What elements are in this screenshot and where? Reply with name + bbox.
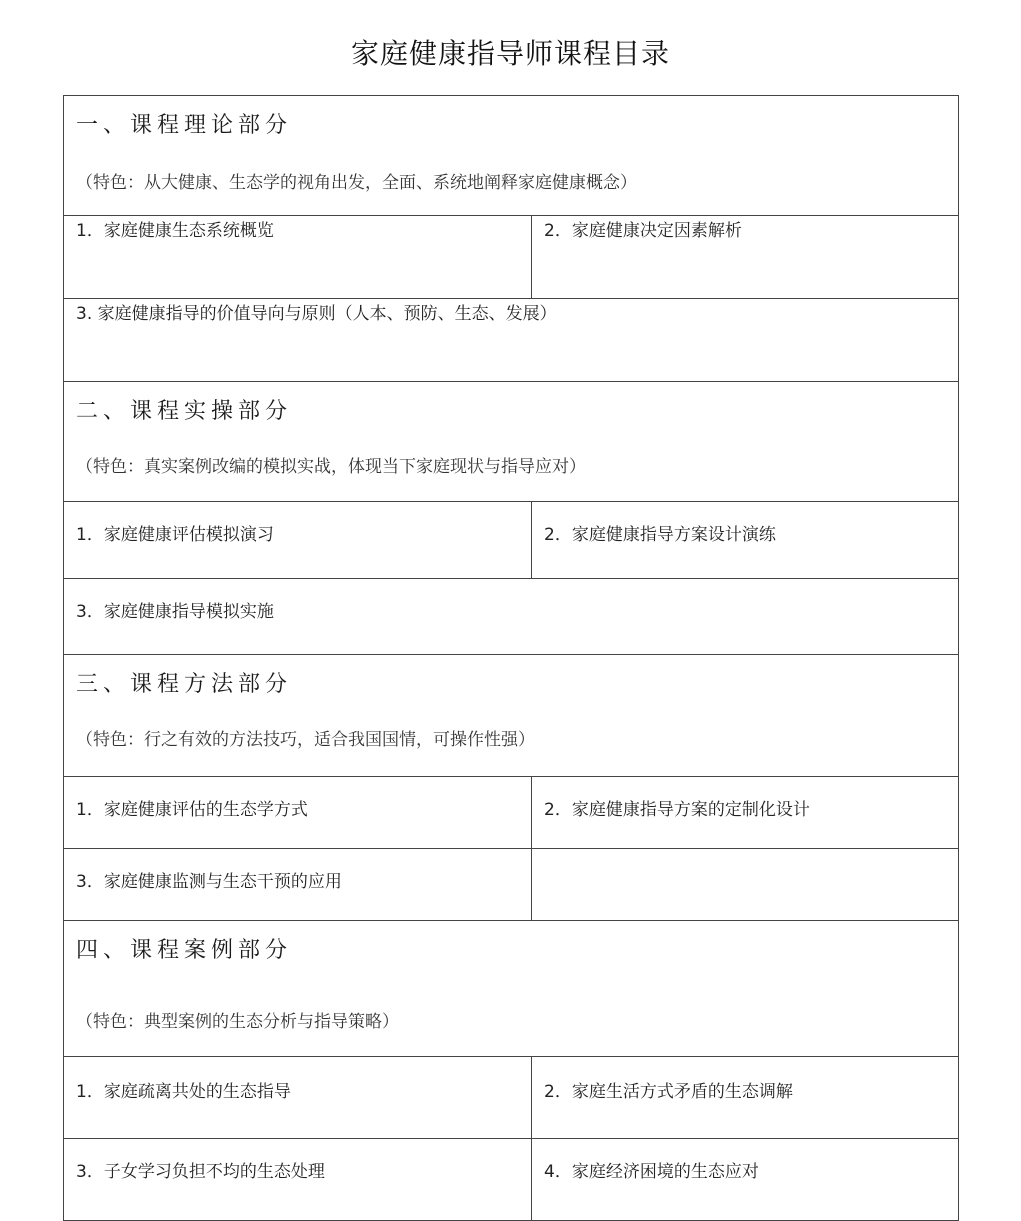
course-row (64, 579, 959, 655)
course-item: 3．子女学习负担不均的生态处理 (64, 1139, 532, 1221)
section-title: 二、课程实操部分 (76, 399, 293, 424)
section-header-cell (64, 382, 959, 502)
course-row (64, 777, 959, 849)
course-item: 3．家庭健康监测与生态干预的应用 (64, 849, 532, 921)
section-title: 一、课程理论部分 (76, 113, 293, 138)
course-item-empty (532, 849, 959, 921)
course-item: 2．家庭健康指导方案的定制化设计 (532, 777, 959, 849)
section-note: （特色：真实案例改编的模拟实战，体现当下家庭现状与指导应对） (76, 457, 586, 477)
course-row (64, 1057, 959, 1139)
section-header-row (64, 655, 959, 777)
course-catalog-table (63, 95, 959, 1221)
section-header-row (64, 382, 959, 502)
section-note: （特色：从大健康、生态学的视角出发，全面、系统地阐释家庭健康概念） (76, 173, 637, 193)
section-title: 三、课程方法部分 (76, 672, 293, 697)
section-header-cell (64, 96, 959, 216)
section-header-row (64, 96, 959, 216)
section-note: （特色：典型案例的生态分析与指导策略） (76, 1012, 399, 1032)
course-item: 4．家庭经济困境的生态应对 (532, 1139, 959, 1221)
course-item: 2．家庭生活方式矛盾的生态调解 (532, 1057, 959, 1139)
course-item: 3. 家庭健康指导的价值导向与原则（人本、预防、生态、发展） (64, 299, 959, 382)
page-title: 家庭健康指导师课程目录 (350, 37, 670, 70)
course-row (64, 502, 959, 579)
course-row (64, 216, 959, 299)
section-note: （特色：行之有效的方法技巧，适合我国国情，可操作性强） (76, 730, 535, 750)
course-item: 1．家庭健康评估的生态学方式 (64, 777, 532, 849)
course-row (64, 849, 959, 921)
course-item: 3．家庭健康指导模拟实施 (64, 579, 959, 655)
course-item: 2．家庭健康指导方案设计演练 (532, 502, 959, 579)
section-header-row (64, 921, 959, 1057)
course-item: 2．家庭健康决定因素解析 (532, 216, 959, 299)
section-title: 四、课程案例部分 (76, 938, 293, 963)
section-header-cell (64, 655, 959, 777)
course-row (64, 299, 959, 382)
course-row (64, 1139, 959, 1221)
section-header-cell (64, 921, 959, 1057)
course-item: 1．家庭健康生态系统概览 (64, 216, 532, 299)
course-item: 1．家庭疏离共处的生态指导 (64, 1057, 532, 1139)
course-item: 1．家庭健康评估模拟演习 (64, 502, 532, 579)
